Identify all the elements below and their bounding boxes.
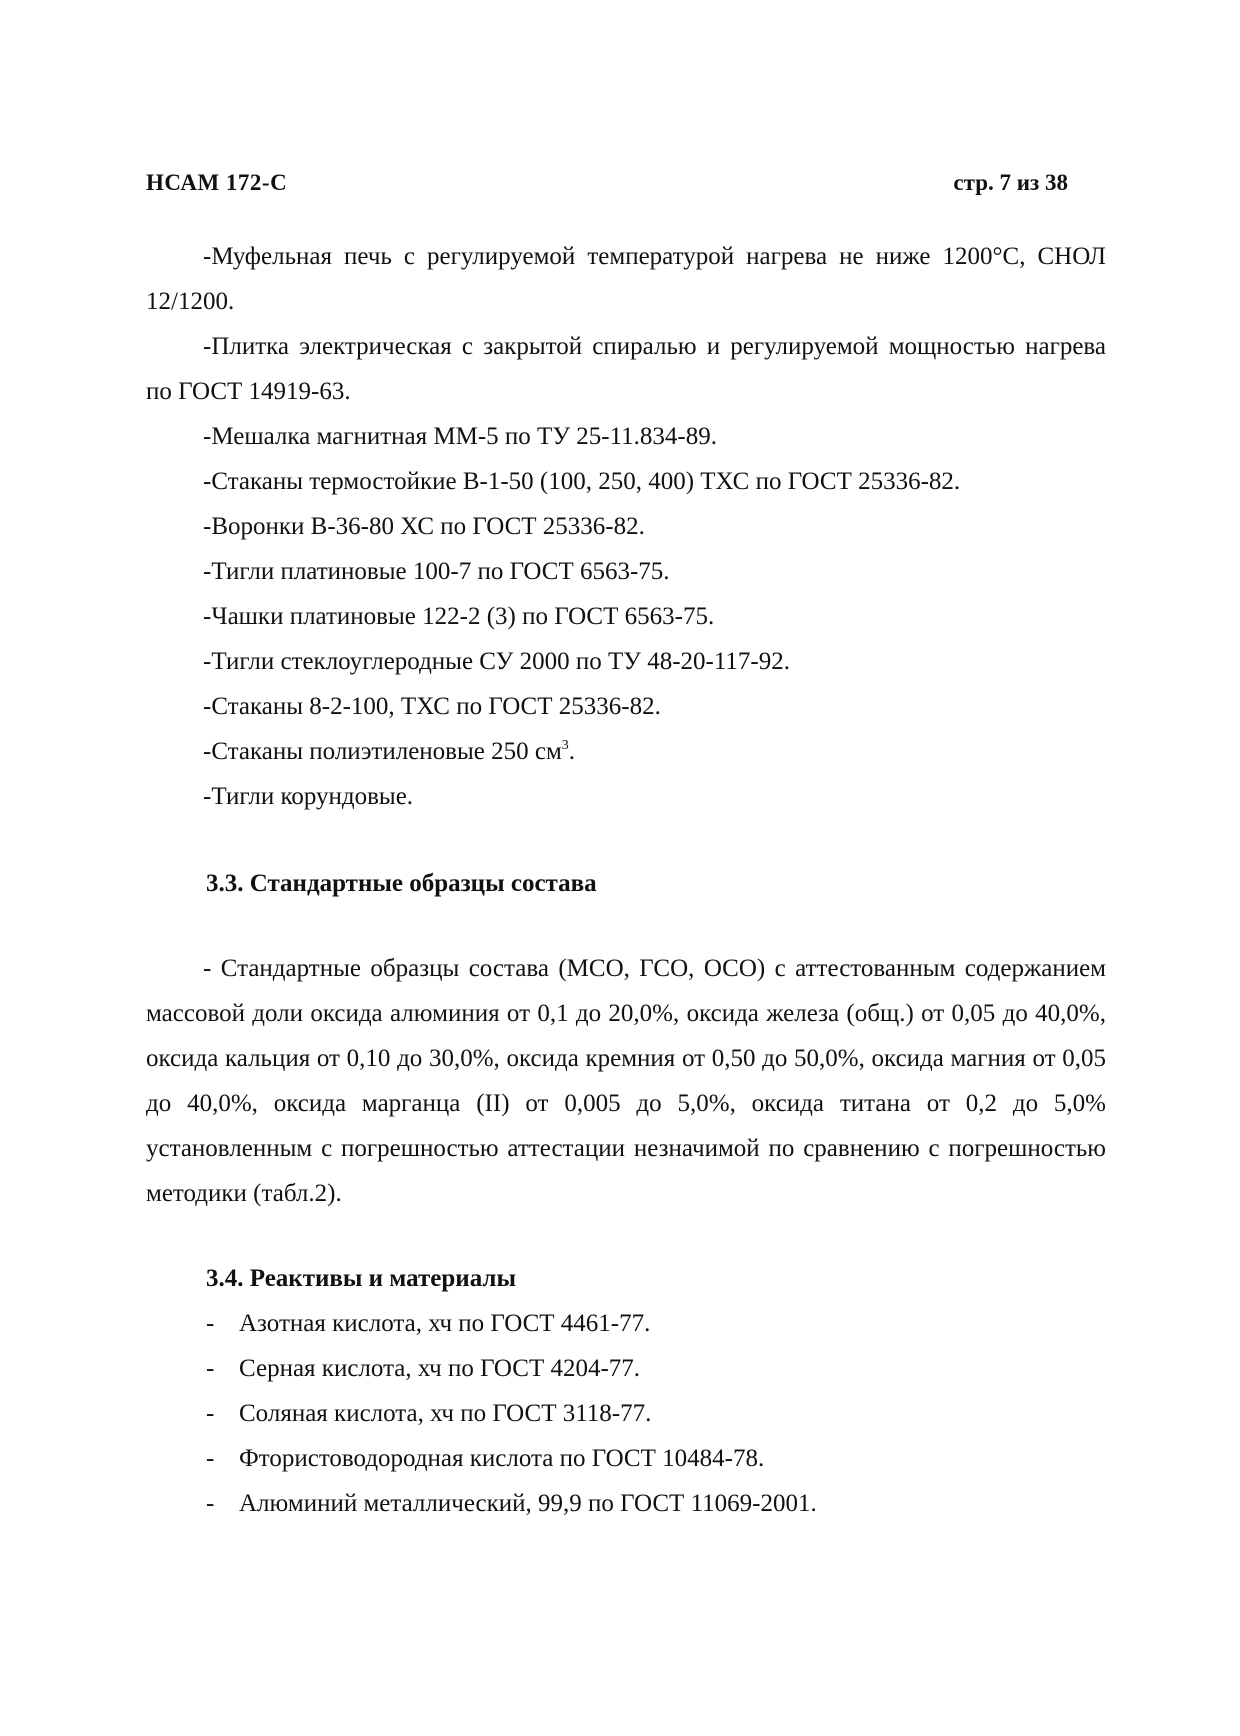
- equipment-item: -Воронки В-36-80 ХС по ГОСТ 25336-82.: [203, 513, 645, 540]
- superscript: 3: [561, 738, 569, 753]
- list-item-text: Фтористоводородная кислота по ГОСТ 10484-78.: [239, 1445, 765, 1472]
- dash-marker: -: [206, 1490, 215, 1517]
- equipment-item-polyethylene: [146, 729, 1106, 774]
- equipment-item: -Стаканы термостойкие В-1-50 (100, 250, 400) ТХС по ГОСТ 25336-82.: [203, 468, 961, 495]
- equipment-item: -Муфельная печь с регулируемой температурой нагрева не ниже 1200°С, СНОЛ 12/1200.: [146, 243, 1106, 315]
- list-item-text: Азотная кислота, хч по ГОСТ 4461-77.: [239, 1310, 651, 1337]
- section-heading-3-4: 3.4. Реактивы и материалы: [206, 1265, 516, 1292]
- list-item: [146, 1301, 1106, 1346]
- list-item: [146, 1481, 1106, 1526]
- list-item-text: Соляная кислота, хч по ГОСТ 3118-77.: [239, 1400, 652, 1427]
- equipment-item: -Тигли платиновые 100-7 по ГОСТ 6563-75.: [203, 558, 670, 585]
- dash-marker: -: [206, 1310, 215, 1337]
- equipment-item-text: -Стаканы полиэтиленовые 250 см: [203, 738, 562, 765]
- dash-marker: -: [206, 1355, 215, 1382]
- dash-marker: -: [206, 1445, 215, 1472]
- document-code: НСАМ 172-С: [146, 170, 288, 195]
- equipment-item: -Чашки платиновые 122-2 (3) по ГОСТ 6563-75.: [203, 603, 715, 630]
- equipment-item: -Тигли стеклоуглеродные СУ 2000 по ТУ 48-20-117-92.: [203, 648, 790, 675]
- equipment-item: -Тигли корундовые.: [203, 783, 414, 810]
- equipment-item: -Мешалка магнитная ММ-5 по ТУ 25-11.834-89.: [203, 423, 717, 450]
- reagents-list: [146, 1301, 1106, 1526]
- list-item: [146, 1436, 1106, 1481]
- list-item-text: Алюминий металлический, 99,9 по ГОСТ 11069-2001.: [239, 1490, 817, 1517]
- dash-marker: -: [206, 1400, 215, 1427]
- list-item: [146, 1346, 1106, 1391]
- list-item-text: Серная кислота, хч по ГОСТ 4204-77.: [239, 1355, 641, 1382]
- equipment-item: -Плитка электрическая с закрытой спиралью и регулируемой мощностью нагрева по ГОСТ 14919-63.: [146, 333, 1106, 405]
- equipment-item: -Стаканы 8-2-100, ТХС по ГОСТ 25336-82.: [203, 693, 661, 720]
- section-3-3-body: - Стандартные образцы состава (МСО, ГСО, ОСО) с аттестованным содержанием массовой доли оксида алюминия от 0,1 до 20,0%, оксида железа (общ.) от 0,05 до 40,0%, оксида кальция от 0,10 до 30,0%, оксида кремния от 0,50 до 50,0%, оксида магния от 0,05 до 40,0%, оксида марганца (II) от 0,005 до 5,0%, оксида титана от 0,2 до 5,0% установленным с погрешностью аттестации незначимой по сравнению с погрешностью методики (табл.2).: [146, 955, 1106, 1207]
- document-body: [146, 234, 1106, 1526]
- section-heading-3-3: 3.3. Стандартные образцы состава: [206, 870, 597, 897]
- page-number: стр. 7 из 38: [953, 170, 1068, 195]
- list-item: [146, 1391, 1106, 1436]
- equipment-item-end: .: [568, 738, 576, 765]
